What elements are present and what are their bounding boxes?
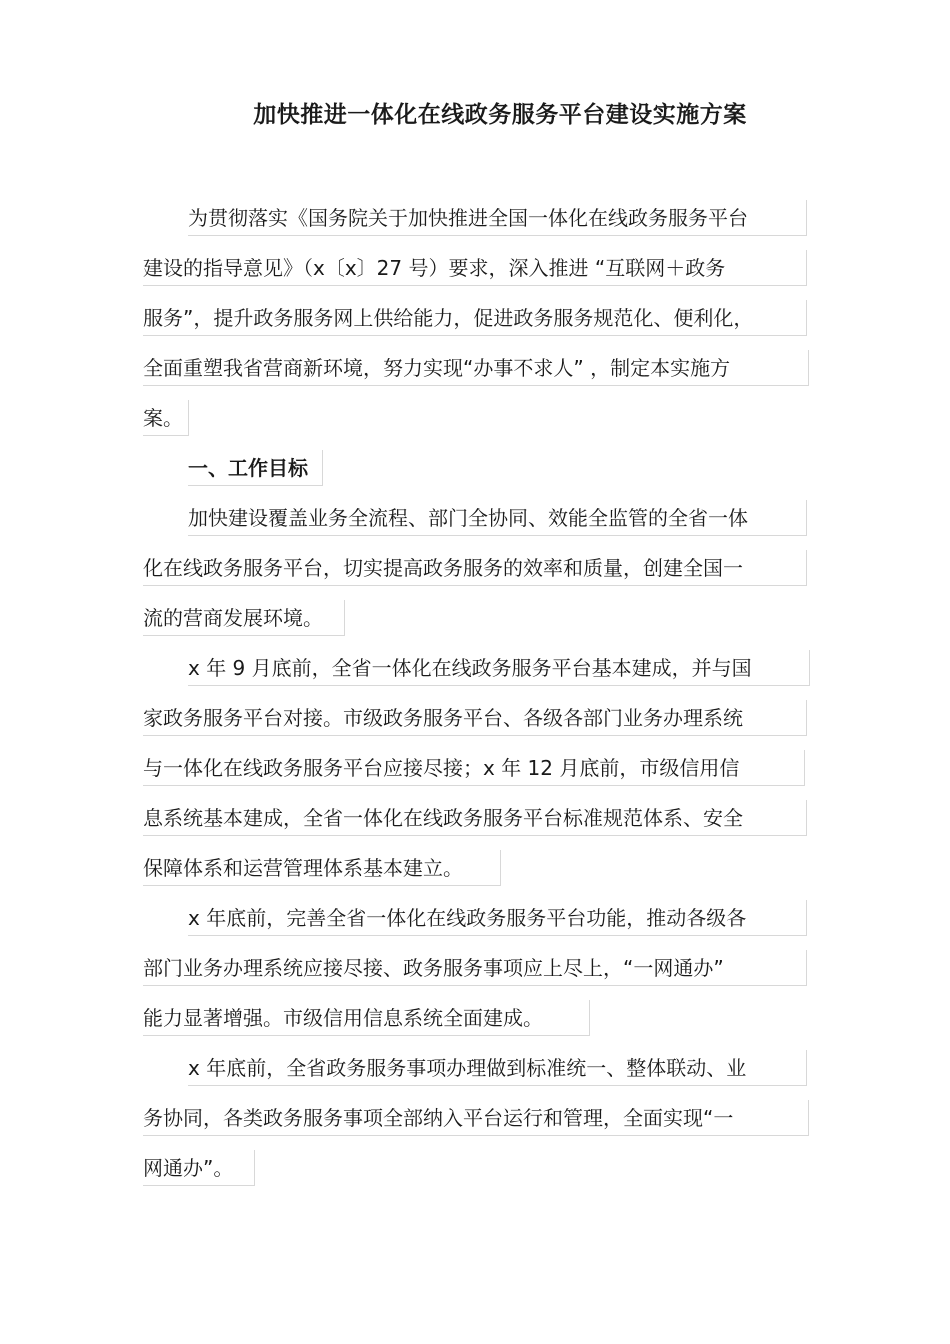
text-line: 全面重塑我省营商新环境，努力实现“办事不求人” ，制定本实施方 [143,350,809,386]
text-line: 建设的指导意见》（x〔x〕27 号）要求，深入推进 “互联网＋政务 [143,250,807,286]
document-title: 加快推进一体化在线政务服务平台建设实施方案 [253,102,747,128]
text-line: 加快建设覆盖业务全流程、部门全协同、效能全监管的全省一体 [188,500,807,536]
text-line: 能力显著增强。市级信用信息系统全面建成。 [143,1000,590,1036]
text-line: 流的营商发展环境。 [143,600,345,636]
text-line: 部门业务办理系统应接尽接、政务服务事项应上尽上，“一网通办” [143,950,807,986]
text-line: 化在线政务服务平台，切实提高政务服务的效率和质量，创建全国一 [143,550,807,586]
text-line: 保障体系和运营管理体系基本建立。 [143,850,501,886]
text-line: x 年 9 月底前，全省一体化在线政务服务平台基本建成，并与国 [188,650,810,686]
text-line: x 年底前，全省政务服务事项办理做到标准统一、整体联动、业 [188,1050,807,1086]
text-line: 案。 [143,400,189,436]
text-line: 务协同，各类政务服务事项全部纳入平台运行和管理，全面实现“一 [143,1100,809,1136]
section-heading: 一、工作目标 [188,450,323,486]
text-line: 家政务服务平台对接。市级政务服务平台、各级各部门业务办理系统 [143,700,807,736]
text-line: 息系统基本建成，全省一体化在线政务服务平台标准规范体系、安全 [143,800,807,836]
text-line: 与一体化在线政务服务平台应接尽接；x 年 12 月底前，市级信用信 [143,750,805,786]
text-line: 为贯彻落实《国务院关于加快推进全国一体化在线政务服务平台 [188,200,807,236]
text-line: x 年底前，完善全省一体化在线政务服务平台功能，推动各级各 [188,900,807,936]
text-line: 服务”，提升政务服务网上供给能力，促进政务服务规范化、便利化， [143,300,807,336]
text-line: 网通办”。 [143,1150,255,1186]
